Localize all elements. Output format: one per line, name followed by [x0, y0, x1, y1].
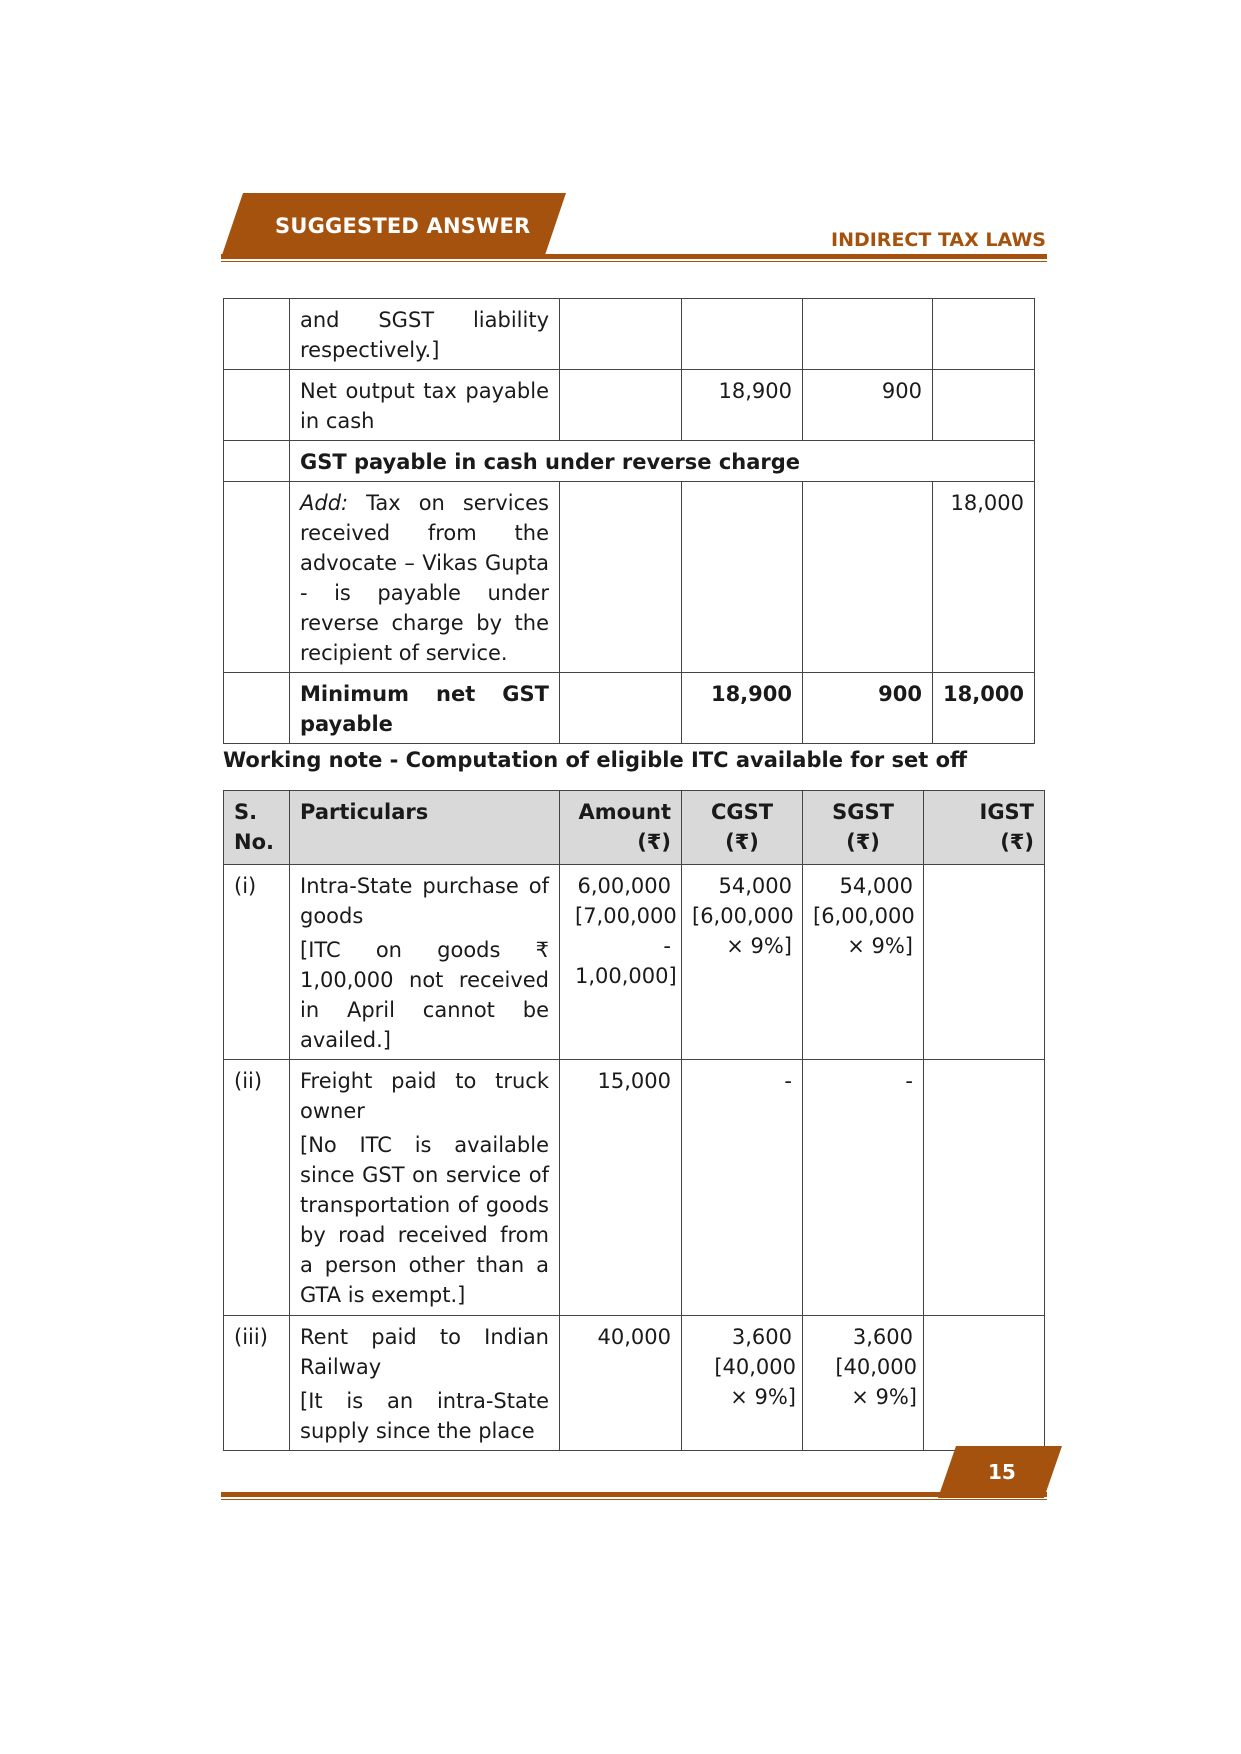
cgst-value: 54,000: [718, 874, 792, 898]
table-row: [224, 482, 1035, 673]
header-tab-label: SUGGESTED ANSWER: [275, 214, 531, 238]
cgst-value: 3,600: [731, 1325, 792, 1349]
table-row: [224, 299, 1035, 370]
sgst-cell: 900: [803, 370, 933, 441]
header-rule-thin: [221, 261, 1047, 262]
table-row: [224, 865, 1045, 1060]
sno-cell: (iii): [224, 1316, 290, 1451]
particulars-cell: [290, 370, 560, 441]
section-heading: GST payable in cash under reverse charge: [290, 441, 1035, 482]
cgst-cell: [682, 482, 803, 673]
sgst-value: 54,000: [839, 874, 913, 898]
cgst-calc: [6,00,000 × 9%]: [692, 904, 794, 958]
header-subject-label: INDIRECT TAX LAWS: [831, 229, 1046, 251]
amount-cell: [560, 673, 682, 744]
sno-header-text: S. No.: [234, 800, 274, 854]
sno-cell: [224, 673, 290, 744]
sgst-cell: [803, 865, 924, 1060]
particulars-text: Freight paid to truck owner: [300, 1069, 549, 1123]
table-header-row: [224, 791, 1045, 865]
amount-value: 6,00,000: [577, 874, 671, 898]
igst-cell: [924, 865, 1045, 1060]
cgst-calc: [40,000 × 9%]: [714, 1355, 796, 1409]
amount-cell: [560, 482, 682, 673]
particulars-cell: [290, 1316, 560, 1451]
table-row: [224, 1060, 1045, 1316]
working-note-title: Working note - Computation of eligible ITC available for set off: [223, 748, 968, 772]
particulars-text: and SGST liability respectively.]: [300, 308, 549, 362]
particulars-note: [It is an intra-State supply since the place: [300, 1389, 549, 1443]
add-label: Add:: [300, 491, 349, 515]
igst-cell: [924, 1060, 1045, 1316]
table-section-heading-row: [224, 441, 1035, 482]
particulars-text: Intra-State purchase of goods: [300, 874, 549, 928]
sno-header: [224, 791, 290, 865]
sgst-value: 3,600: [852, 1325, 913, 1349]
sno-cell: [224, 370, 290, 441]
sno-cell: [224, 441, 290, 482]
sgst-header: SGST (₹): [803, 791, 924, 865]
particulars-cell: [290, 1060, 560, 1316]
amount-cell: 15,000: [560, 1060, 682, 1316]
particulars-cell: [290, 299, 560, 370]
sgst-cell: -: [803, 1060, 924, 1316]
particulars-cell: [290, 482, 560, 673]
sgst-calc: [40,000 × 9%]: [835, 1355, 917, 1409]
itc-computation-table: [223, 790, 1045, 1451]
igst-cell: [924, 1316, 1045, 1451]
cgst-cell: 18,900: [682, 673, 803, 744]
particulars-text: Net output tax payable in cash: [300, 379, 549, 433]
amount-cell: [560, 299, 682, 370]
igst-cell: [933, 370, 1035, 441]
igst-header-text: IGST (₹): [979, 800, 1034, 854]
sno-cell: (ii): [224, 1060, 290, 1316]
footer-rule: [221, 1492, 1047, 1497]
sno-cell: [224, 299, 290, 370]
sgst-cell: [803, 482, 933, 673]
cgst-cell: 18,900: [682, 370, 803, 441]
cgst-cell: [682, 1316, 803, 1451]
sno-cell: [224, 482, 290, 673]
cgst-cell: -: [682, 1060, 803, 1316]
table-row: [224, 370, 1035, 441]
amount-calc: [7,00,000 - 1,00,000]: [575, 904, 677, 988]
amount-cell: [560, 865, 682, 1060]
sgst-cell: [803, 299, 933, 370]
particulars-header: Particulars: [290, 791, 560, 865]
amount-cell: 40,000: [560, 1316, 682, 1451]
sno-cell: (i): [224, 865, 290, 1060]
sgst-cell: 900: [803, 673, 933, 744]
page-number: 15: [988, 1460, 1016, 1484]
igst-header: [924, 791, 1045, 865]
particulars-text: Rent paid to Indian Railway: [300, 1325, 549, 1379]
igst-cell: [933, 299, 1035, 370]
cgst-cell: [682, 299, 803, 370]
sgst-calc: [6,00,000 × 9%]: [813, 904, 915, 958]
footer-rule-thin: [221, 1499, 1047, 1500]
amount-cell: [560, 370, 682, 441]
igst-cell: 18,000: [933, 673, 1035, 744]
header-rule: [221, 254, 1047, 259]
sgst-cell: [803, 1316, 924, 1451]
gst-payable-table: [223, 298, 1035, 744]
particulars-text: Tax on services received from the advocate – Vikas Gupta - is payable under reverse charge by the recipient of service.: [300, 491, 549, 665]
cgst-cell: [682, 865, 803, 1060]
particulars-note: [ITC on goods ₹ 1,00,000 not received in April cannot be availed.]: [300, 938, 549, 1052]
particulars-cell: [290, 865, 560, 1060]
particulars-note: [No ITC is available since GST on service of transportation of goods by road received from a person other than a GTA is exempt.]: [300, 1133, 549, 1307]
igst-cell: 18,000: [933, 482, 1035, 673]
table-total-row: [224, 673, 1035, 744]
table-row: [224, 1316, 1045, 1451]
cgst-header: CGST (₹): [682, 791, 803, 865]
amount-header: Amount (₹): [560, 791, 682, 865]
particulars-text: Minimum net GST payable: [300, 682, 549, 736]
particulars-cell: [290, 673, 560, 744]
